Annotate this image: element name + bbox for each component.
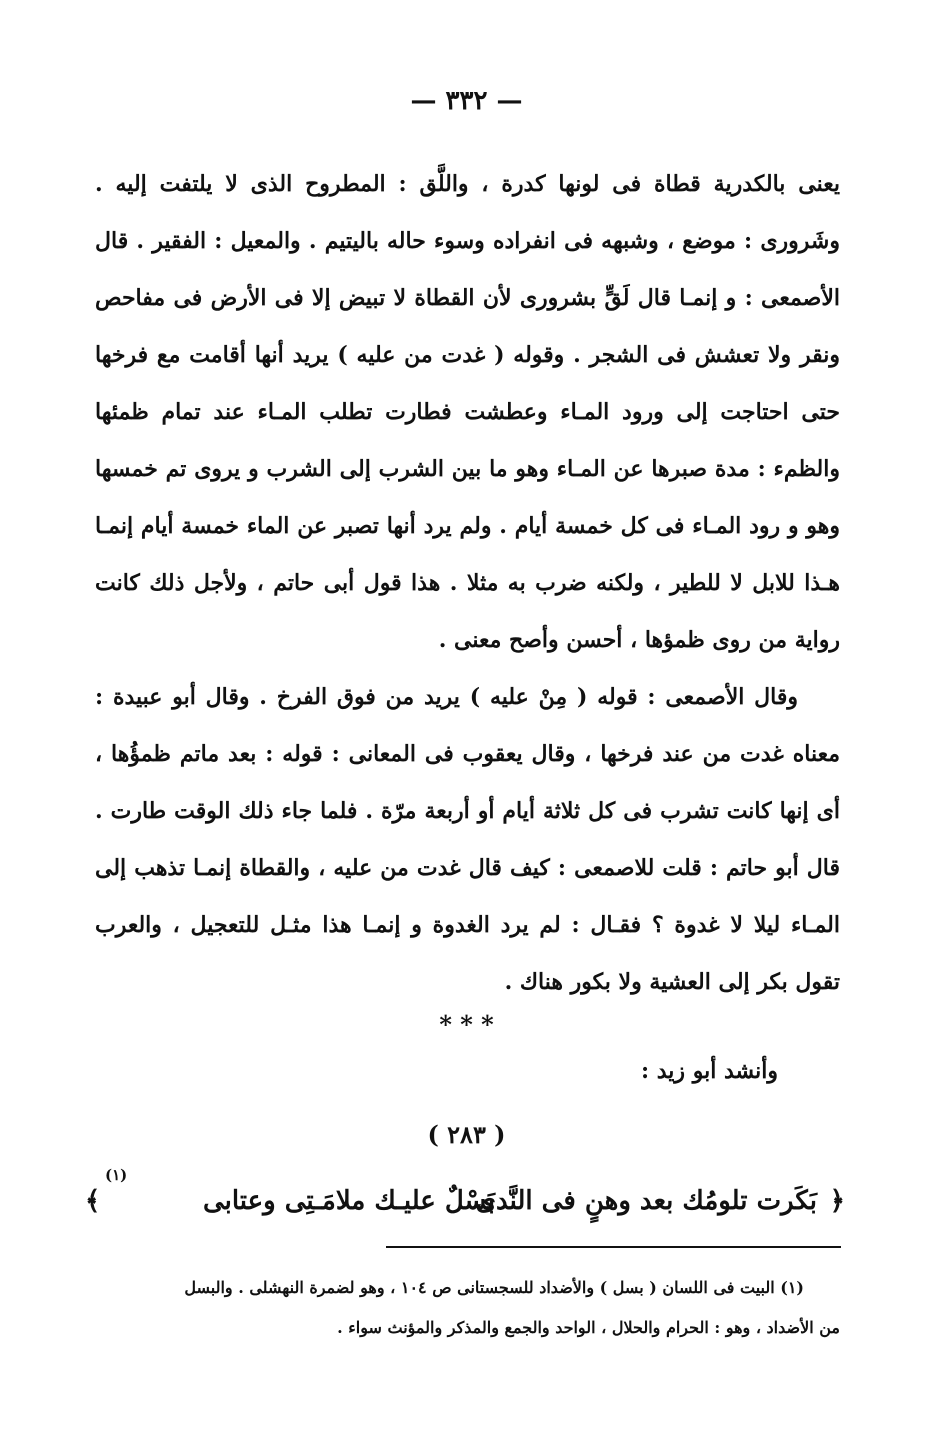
poem-verse bbox=[85, 1166, 845, 1238]
footnote-divider bbox=[386, 1246, 841, 1248]
commentary-text bbox=[95, 156, 840, 1011]
verse-first-hemistich: بَكَرت تلومُك بعد وهنٍ فى النَّدى bbox=[475, 1186, 817, 1216]
verse-second-hemistich: بَسْلٌ عليـك ملامَـتِى وعتابى bbox=[202, 1186, 495, 1216]
paragraph-2: وقال الأصمعى : قوله ( مِنْ عليه ) يريد من فوق الفرخ . وقال أبو عبيدة : معناه غدت من عند فرخها ، وقال يعقوب فى المعانى : قوله : بعد ماتم ظمؤُها ، أى إنها كانت تشرب فى كل ثلاثة أيام أو أربعة مرّة . فلما جاء ذلك الوقت طارت . قال أبو حاتم : قلت للاصمعى : كيف قال غدت من عليه ، والقطاة إنمـا تذهب إلى المـاء ليلا لا غدوة ؟ فقـال : لم يرد الغدوة و إنمـا هذا مثـل للتعجيل ، والعرب تقول بكر إلى العشية ولا بكور هناك . bbox=[95, 684, 840, 995]
poem-number: ( ٢٨٣ ) bbox=[427, 1120, 506, 1149]
footnote-marker: (١) bbox=[105, 1166, 128, 1184]
footnote-line-2: من الأضداد ، وهو : الحرام والحلال ، الواحد والجمع والمذكر والمؤنث سواء . bbox=[337, 1318, 840, 1337]
section-separator: * * * bbox=[439, 1010, 494, 1039]
paragraph-1: يعنى بالكدرية قطاة فى لونها كدرة ، واللَّق : المطروح الذى لا يلتفت إليه . وشَرورى : موضع ، وشبهه فى انفراده وسوء حاله باليتيم . والمعيل : الفقير . قال الأصمعى : و إنمـا قال لَقٍّ بشرورى لأن القطاة لا تبيض إلا فى الأرض فى مفاحص ونقر ولا تعشش فى الشجر . وقوله ( غدت من عليه ) يريد أنها أقامت مع فرخها حتى احتاجت إلى ورود المـاء وعطشت فطارت تطلب المـاء عند تمام ظمئها والظمء : مدة صبرها عن المـاء وهو ما بين الشرب إلى الشرب و يروى تم خمسها وهو و رود المـاء فى كل خمسة أيام . ولم يرد أنها تصبر عن الماء خمسة أيام إنمـا هـذا للابل لا للطير ، ولكنه ضرب به مثلا . هذا قول أبى حاتم ، ولأجل ذلك كانت رواية من روى ظمؤها ، أحسن وأصح معنى . bbox=[95, 171, 840, 653]
footnotes bbox=[95, 1268, 840, 1348]
page-number: — ٣٣٢ — bbox=[410, 86, 523, 116]
verse-open-bracket: ﴿ bbox=[829, 1186, 845, 1216]
verse-close-bracket: ﴾ bbox=[85, 1186, 101, 1216]
verse-introduction: وأنشد أبو زيد : bbox=[640, 1058, 778, 1084]
footnote-line-1: (١) البيت فى اللسان ( بسل ) والأضداد للسجستانى ص ١٠٤ ، وهو لضمرة النهشلى . والبسل bbox=[184, 1278, 804, 1297]
